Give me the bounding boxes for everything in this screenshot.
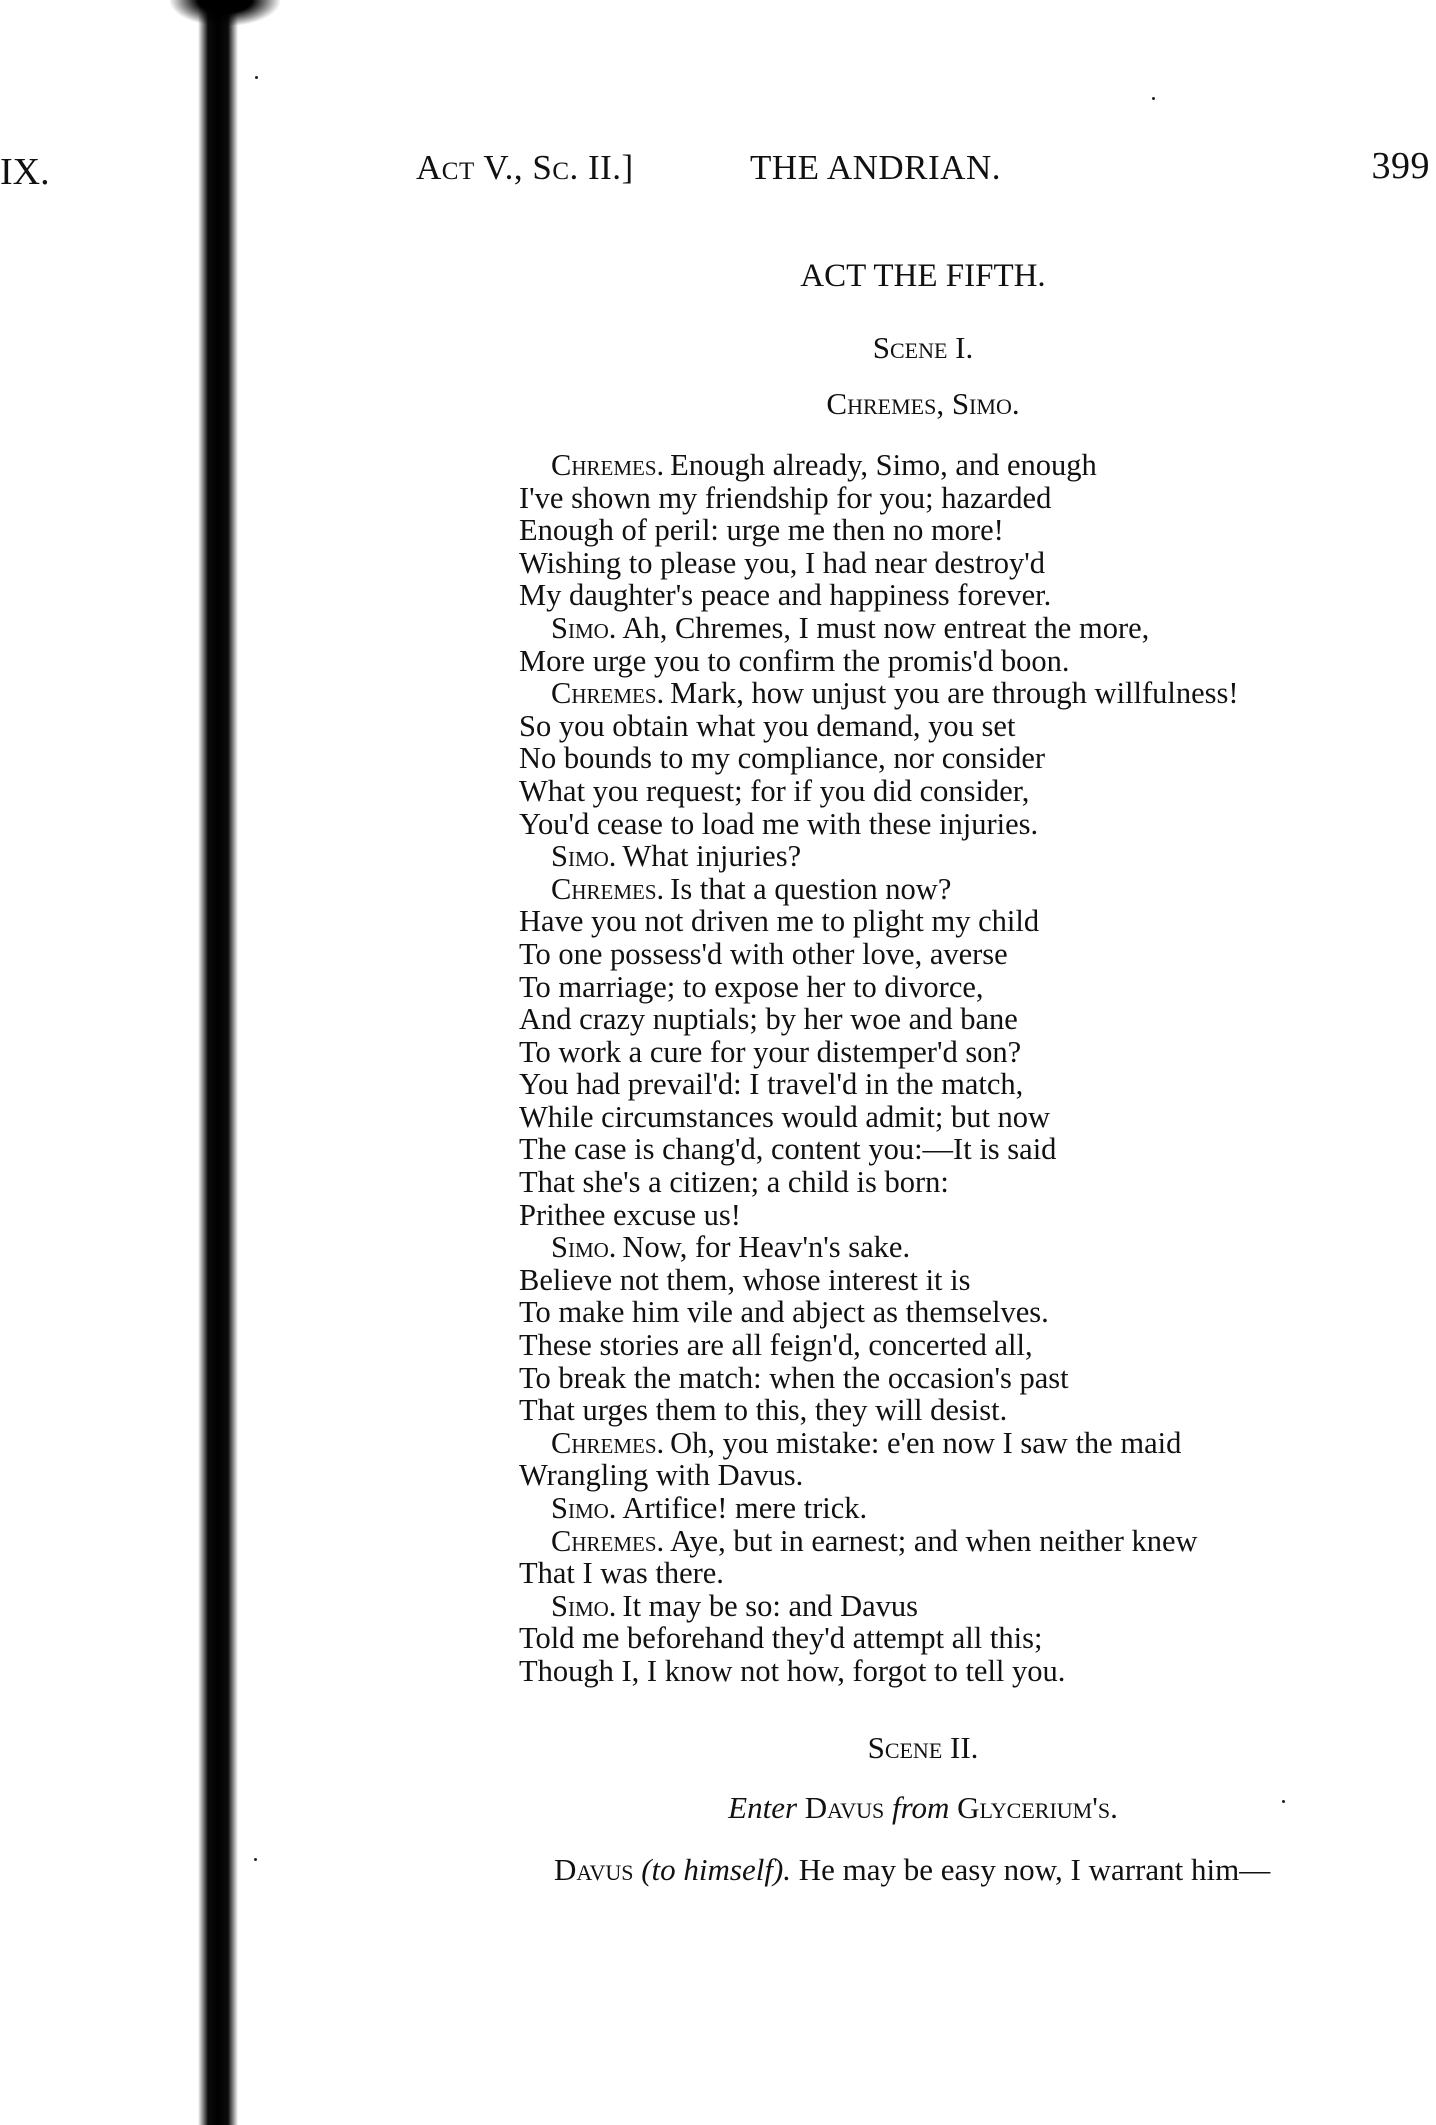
speaker-name: Simo.: [551, 610, 617, 645]
line-text: Prithee excuse us!: [519, 1197, 741, 1232]
enter-place: Glycerium's.: [957, 1790, 1118, 1825]
line-text: What you request; for if you did consider,: [519, 773, 1030, 808]
line-text: That she's a citizen; a child is born:: [519, 1165, 949, 1200]
act-heading: ACT THE FIFTH.: [800, 258, 1046, 294]
verse-line: [519, 449, 1419, 482]
speaker-name: Simo.: [551, 839, 617, 874]
speaker-name: Chremes.: [551, 676, 665, 711]
running-header: [410, 145, 1436, 196]
verse-line: [519, 1557, 1419, 1590]
verse-line: [519, 873, 1419, 906]
line-text: My daughter's peace and happiness forever.: [519, 578, 1052, 613]
line-text: Enough already, Simo, and enough: [670, 448, 1097, 482]
ink-speck: [255, 76, 258, 79]
line-text: To marriage; to expose her to divorce,: [519, 969, 984, 1004]
verse-line: [519, 1231, 1419, 1264]
line-text: It may be so: and Davus: [622, 1588, 919, 1623]
verse-line: [519, 1459, 1419, 1492]
verse-line: [519, 1199, 1419, 1232]
line-text: You had prevail'd: I travel'd in the match,: [519, 1067, 1024, 1102]
enter-word: Enter: [728, 1790, 798, 1825]
verse-line: [519, 1655, 1419, 1688]
verse-line: [519, 1394, 1419, 1427]
speaker-name: Chremes.: [551, 1425, 665, 1460]
line-text: That urges them to this, they will desist.: [519, 1393, 1008, 1428]
speaker-name: Chremes.: [551, 871, 665, 906]
scene-1-title: Scene I.: [872, 330, 974, 365]
speaker-name: Chremes.: [551, 448, 665, 482]
line-text: I've shown my friendship for you; hazarded: [519, 480, 1052, 515]
line-text: Enough of peril: urge me then no more!: [519, 513, 1004, 548]
enter-from-word: from: [892, 1790, 950, 1825]
verse-line: [519, 1296, 1419, 1329]
speaker-name: Chremes.: [551, 1523, 665, 1558]
verse-line: [519, 1036, 1419, 1069]
speaker-name: Davus: [554, 1852, 634, 1887]
verse-line: [519, 971, 1419, 1004]
verse-line: [519, 1264, 1419, 1297]
line-text: Ah, Chremes, I must now entreat the more,: [622, 610, 1150, 645]
stage-direction-aside: (to himself).: [641, 1852, 792, 1887]
verse-line: [519, 938, 1419, 971]
line-text: While circumstances would admit; but now: [519, 1099, 1051, 1134]
line-text: You'd cease to load me with these injuries.: [519, 806, 1039, 841]
speaker-name: Simo.: [551, 1491, 617, 1525]
line-text: To one possess'd with other love, averse: [519, 936, 1008, 971]
verse-line: [519, 1068, 1419, 1101]
stage-direction-enter: [0, 1790, 1436, 1826]
line-text: These stories are all feign'd, concerted all,: [519, 1328, 1033, 1363]
verse-line: [519, 905, 1419, 938]
header-title: THE ANDRIAN.: [750, 148, 1001, 187]
verse-line: [519, 808, 1419, 841]
verse-line: [519, 840, 1419, 873]
verse-line: [519, 1590, 1419, 1623]
verse-line: [519, 677, 1419, 710]
verse-line: [519, 547, 1419, 580]
verse-line: [519, 645, 1419, 678]
verse-line: [519, 1622, 1419, 1655]
page-number: 399: [1371, 145, 1430, 187]
line-text: Though I, I know not how, forgot to tell you.: [519, 1653, 1066, 1688]
line-text: That I was there.: [519, 1556, 724, 1591]
line-text: Have you not driven me to plight my child: [519, 904, 1040, 939]
verse-line: [519, 1101, 1419, 1134]
enter-character: Davus: [804, 1790, 885, 1825]
verse-line: [519, 1133, 1419, 1166]
line-text: Believe not them, whose interest it is: [519, 1262, 971, 1297]
line-text: Mark, how unjust you are through willfulness!: [670, 676, 1239, 711]
line-text: He may be easy now, I warrant him—: [798, 1852, 1271, 1887]
line-text: To break the match: when the occasion's past: [519, 1360, 1069, 1395]
verse-line: [519, 482, 1419, 515]
verse-line: [519, 1362, 1419, 1395]
line-text: Now, for Heav'n's sake.: [622, 1230, 911, 1265]
line-text: Oh, you mistake: e'en now I saw the maid: [670, 1425, 1182, 1460]
speaker-name: Simo.: [551, 1588, 617, 1623]
verse-line: [519, 1003, 1419, 1036]
line-text: No bounds to my compliance, nor consider: [519, 741, 1046, 776]
header-act-scene: Act V., Sc. II.]: [416, 148, 634, 187]
line-text: What injuries?: [622, 839, 802, 874]
scene-1-dialogue: [519, 449, 1419, 1688]
verse-line: [519, 612, 1419, 645]
line-text: Told me beforehand they'd attempt all this;: [519, 1621, 1043, 1656]
verse-line: [519, 1492, 1419, 1525]
scene-2-title: Scene II.: [867, 1730, 979, 1765]
ink-speck: [1152, 97, 1155, 100]
scene-2-first-line: [554, 1852, 1270, 1888]
verse-line: [519, 579, 1419, 612]
verse-line: [519, 775, 1419, 808]
verse-line: [519, 1525, 1419, 1558]
verse-line: [519, 1427, 1419, 1460]
line-text: Wishing to please you, I had near destroy'd: [519, 545, 1046, 580]
line-text: Artifice! mere trick.: [622, 1491, 868, 1525]
binding-gutter-top-shadow: [170, 0, 280, 26]
line-text: Wrangling with Davus.: [519, 1458, 804, 1493]
ink-speck: [254, 1858, 257, 1861]
verse-line: [519, 1329, 1419, 1362]
verse-line: [519, 514, 1419, 547]
facing-page-fragment: IX.: [0, 151, 50, 193]
scene-1-characters: Chremes, Simo.: [826, 386, 1020, 421]
line-text: So you obtain what you demand, you set: [519, 708, 1016, 743]
line-text: To make him vile and abject as themselves.: [519, 1295, 1049, 1330]
line-text: Is that a question now?: [670, 871, 952, 906]
speaker-name: Simo.: [551, 1230, 617, 1265]
line-text: The case is chang'd, content you:—It is said: [519, 1132, 1057, 1167]
line-text: More urge you to confirm the promis'd boon.: [519, 643, 1070, 678]
verse-line: [519, 710, 1419, 743]
line-text: Aye, but in earnest; and when neither knew: [670, 1523, 1198, 1558]
line-text: To work a cure for your distemper'd son?: [519, 1034, 1022, 1069]
line-text: And crazy nuptials; by her woe and bane: [519, 1002, 1018, 1037]
verse-line: [519, 1166, 1419, 1199]
verse-line: [519, 742, 1419, 775]
